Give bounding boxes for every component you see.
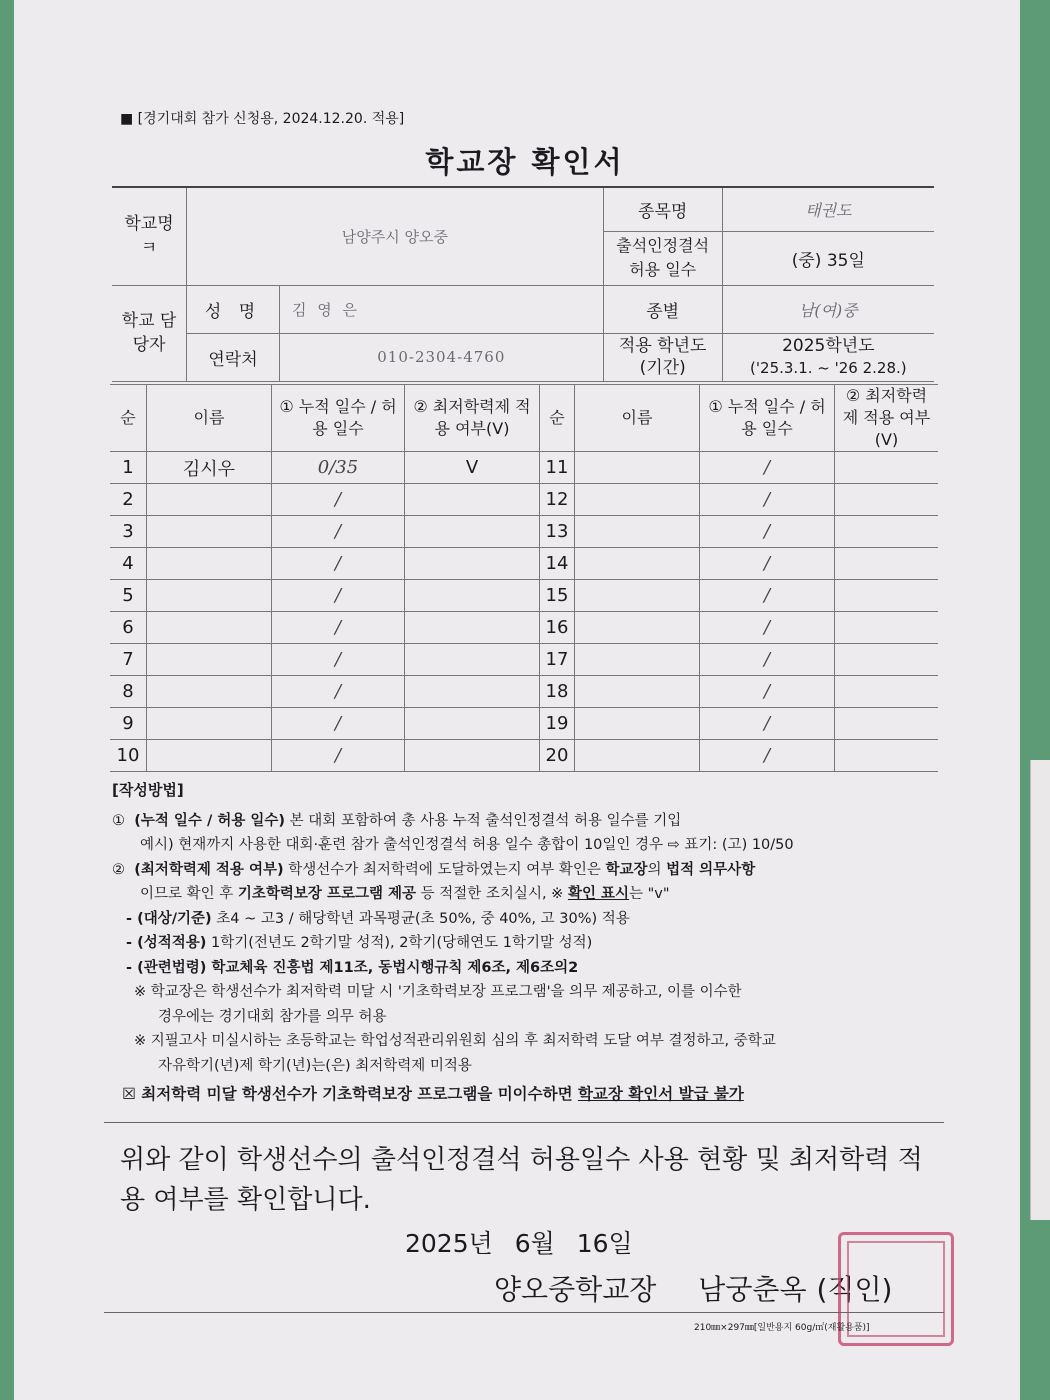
note-1-example: 예시) 현재까지 사용한 대회·훈련 참가 출석인정결석 허용 일수 총합이 10일인 경우 ⇨ 표기: (고) 10/50 bbox=[140, 837, 794, 853]
table-row bbox=[110, 644, 938, 676]
paper-spec: 210㎜×297㎜[일반용지 60g/㎡(재활용품)] bbox=[694, 1323, 870, 1333]
row-name-2 bbox=[575, 740, 700, 772]
row-check bbox=[405, 612, 540, 644]
row-days: / bbox=[272, 708, 405, 740]
divider-bottom bbox=[104, 1312, 944, 1313]
row-check-2 bbox=[835, 452, 939, 484]
detail-law-text: 학교체육 진흥법 제11조, 동법시행규칙 제6조, 제6조의2 bbox=[206, 959, 579, 976]
row-check-2 bbox=[835, 740, 939, 772]
table-row bbox=[110, 548, 938, 580]
row-no: 9 bbox=[110, 708, 147, 740]
row-no: 8 bbox=[110, 676, 147, 708]
school-mark: ㅋ bbox=[140, 238, 158, 259]
row-no: 10 bbox=[110, 740, 147, 772]
note-1-text: 본 대회 포함하여 총 사용 누적 출석인정결석 허용 일수를 기입 bbox=[285, 812, 682, 829]
table-row bbox=[110, 580, 938, 612]
row-days-2: / bbox=[700, 740, 835, 772]
row-check bbox=[405, 516, 540, 548]
principal-title: 양오중학교장 bbox=[494, 1273, 657, 1306]
remark-2-line-2: 자유학기(년)제 학기(년)는(은) 최저학력제 미적용 bbox=[158, 1057, 472, 1074]
row-check bbox=[405, 740, 540, 772]
date-day: 16일 bbox=[576, 1229, 633, 1258]
row-name bbox=[147, 612, 272, 644]
row-check-2 bbox=[835, 516, 939, 548]
detail-grades-text: 1학기(전년도 2학기말 성적), 2학기(당해연도 1학기말 성적) bbox=[206, 935, 593, 951]
days-label: 출석인정결석 허용 일수 bbox=[603, 231, 722, 285]
row-check-2 bbox=[835, 580, 939, 612]
note-2 bbox=[112, 858, 942, 883]
detail-target-text: 초4 ~ 고3 / 해당학년 과목평균(초 50%, 중 40%, 고 30%) 적용 bbox=[211, 910, 630, 927]
row-no-2: 12 bbox=[540, 484, 575, 516]
note-2-l2a: 이므로 확인 후 bbox=[140, 886, 238, 902]
row-no: 4 bbox=[110, 548, 147, 580]
warning-line bbox=[112, 1082, 942, 1107]
row-days-2: / bbox=[700, 516, 835, 548]
row-name: 김시우 bbox=[147, 452, 272, 484]
year-value: 2025학년도 bbox=[782, 336, 875, 356]
note-2-bold: (최저학력제 적용 여부) bbox=[134, 861, 284, 878]
warning-mark: ☒ bbox=[122, 1085, 136, 1103]
event-label: 종목명 bbox=[603, 187, 722, 231]
detail-grades bbox=[112, 931, 942, 956]
col-academic: ② 최저학력제 적용 여부(V) bbox=[405, 385, 540, 452]
row-days: / bbox=[272, 548, 405, 580]
table-row bbox=[110, 708, 938, 740]
instructions-heading: [작성방법] bbox=[112, 781, 184, 799]
table-row bbox=[110, 676, 938, 708]
detail-target bbox=[112, 907, 942, 932]
col-academic-2: ② 최저학력제 적용 여부(V) bbox=[835, 385, 939, 452]
row-check bbox=[405, 548, 540, 580]
row-name-2 bbox=[575, 548, 700, 580]
note-1-mark: ① bbox=[112, 812, 125, 829]
instructions bbox=[112, 778, 942, 1107]
table-row bbox=[110, 740, 938, 772]
note-2-l2e: 는 "v" bbox=[629, 886, 670, 902]
table-row bbox=[110, 484, 938, 516]
col-days-2: ① 누적 일수 / 허용 일수 bbox=[700, 385, 835, 452]
row-name-2 bbox=[575, 644, 700, 676]
row-days: 0/35 bbox=[272, 452, 405, 484]
confirm-text: 위와 같이 학생선수의 출석인정결석 허용일수 사용 현황 및 최저학력 적용 여부를 확인합니다. bbox=[120, 1145, 923, 1215]
note-1-bold: (누적 일수 / 허용 일수) bbox=[134, 812, 286, 829]
row-days: / bbox=[272, 740, 405, 772]
row-check bbox=[405, 644, 540, 676]
days-value: (중) 35일 bbox=[722, 231, 934, 285]
student-table bbox=[110, 384, 938, 772]
year-label: 적용 학년도 (기간) bbox=[603, 333, 722, 381]
table-row bbox=[110, 516, 938, 548]
row-name bbox=[147, 676, 272, 708]
row-days-2: / bbox=[700, 452, 835, 484]
col-no-2: 순 bbox=[540, 385, 575, 452]
col-name-2: 이름 bbox=[575, 385, 700, 452]
seal-label: (직인) bbox=[816, 1273, 893, 1306]
divider-top bbox=[104, 1122, 944, 1123]
note-2-mark: ② bbox=[112, 861, 125, 878]
row-no-2: 11 bbox=[540, 452, 575, 484]
warning-text: 최저학력 미달 학생선수가 기초학력보장 프로그램을 미이수하면 bbox=[135, 1085, 578, 1103]
note-2-line-2 bbox=[112, 882, 942, 907]
col-name: 이름 bbox=[147, 385, 272, 452]
manager-label: 학교 담당자 bbox=[112, 285, 187, 381]
signature-line bbox=[494, 1268, 892, 1308]
gender-value: 남(여)중 bbox=[722, 285, 934, 333]
row-check-2 bbox=[835, 676, 939, 708]
note-2-l2d: 확인 표시 bbox=[567, 886, 630, 902]
row-check bbox=[405, 484, 540, 516]
row-name bbox=[147, 484, 272, 516]
row-days: / bbox=[272, 676, 405, 708]
row-name bbox=[147, 516, 272, 548]
row-name bbox=[147, 740, 272, 772]
row-check bbox=[405, 708, 540, 740]
table-row bbox=[110, 452, 938, 484]
contact-value: 010-2304-4760 bbox=[280, 333, 604, 381]
detail-grades-bold: - (성적적용) bbox=[126, 935, 207, 951]
row-days-2: / bbox=[700, 612, 835, 644]
row-no: 2 bbox=[110, 484, 147, 516]
date-month: 6월 bbox=[514, 1229, 555, 1258]
row-days-2: / bbox=[700, 484, 835, 516]
note-2-bold-2: 학교장 bbox=[605, 861, 648, 878]
row-days: / bbox=[272, 644, 405, 676]
row-days-2: / bbox=[700, 580, 835, 612]
row-no-2: 17 bbox=[540, 644, 575, 676]
table-row bbox=[110, 612, 938, 644]
note-2-text: 학생선수가 최저학력에 도달하였는지 여부 확인은 bbox=[283, 861, 606, 878]
row-check bbox=[405, 676, 540, 708]
note-2-l2b: 기초학력보장 프로그램 제공 bbox=[237, 886, 417, 902]
row-check-2 bbox=[835, 708, 939, 740]
row-no: 3 bbox=[110, 516, 147, 548]
contact-label: 연락처 bbox=[187, 333, 280, 381]
remark-1: ※ 학교장은 학생선수가 최저학력 미달 시 '기초학력보장 프로그램'을 의무 제공하고, 이를 이수한 bbox=[134, 984, 742, 1000]
row-name bbox=[147, 644, 272, 676]
row-name-2 bbox=[575, 580, 700, 612]
row-days: / bbox=[272, 580, 405, 612]
date-year: 2025년 bbox=[405, 1229, 493, 1258]
school-label-cell bbox=[112, 187, 187, 285]
row-days-2: / bbox=[700, 548, 835, 580]
warning-underlined: 학교장 확인서 발급 불가 bbox=[577, 1085, 744, 1103]
row-check-2 bbox=[835, 484, 939, 516]
row-name bbox=[147, 548, 272, 580]
row-name-2 bbox=[575, 708, 700, 740]
row-check bbox=[405, 580, 540, 612]
row-no: 6 bbox=[110, 612, 147, 644]
row-check: V bbox=[405, 452, 540, 484]
row-name bbox=[147, 580, 272, 612]
note-1 bbox=[112, 809, 942, 834]
remark-1-line-2: 경우에는 경기대회 참가를 의무 허용 bbox=[158, 1008, 387, 1025]
row-check-2 bbox=[835, 548, 939, 580]
note-2-l2c: 등 적절한 조치실시, ※ bbox=[416, 886, 568, 902]
row-no-2: 19 bbox=[540, 708, 575, 740]
row-no-2: 20 bbox=[540, 740, 575, 772]
row-check-2 bbox=[835, 612, 939, 644]
background-paper bbox=[1030, 760, 1050, 1220]
name-label: 성 명 bbox=[187, 285, 280, 333]
row-days-2: / bbox=[700, 676, 835, 708]
row-name-2 bbox=[575, 452, 700, 484]
col-days: ① 누적 일수 / 허용 일수 bbox=[272, 385, 405, 452]
event-value: 태권도 bbox=[722, 187, 934, 231]
row-no-2: 13 bbox=[540, 516, 575, 548]
row-name bbox=[147, 708, 272, 740]
row-name-2 bbox=[575, 484, 700, 516]
year-cell bbox=[722, 333, 934, 381]
row-no-2: 16 bbox=[540, 612, 575, 644]
row-days: / bbox=[272, 516, 405, 548]
page-title: 학교장 확인서 bbox=[425, 145, 625, 179]
remark-2: ※ 지필고사 미실시하는 초등학교는 학업성적관리위원회 심의 후 최저학력 도달 여부 결정하고, 중학교 bbox=[134, 1033, 776, 1049]
row-name-2 bbox=[575, 612, 700, 644]
gender-label: 종별 bbox=[603, 285, 722, 333]
row-no-2: 14 bbox=[540, 548, 575, 580]
row-no-2: 15 bbox=[540, 580, 575, 612]
row-name-2 bbox=[575, 516, 700, 548]
detail-law-bold: - (관련법령) bbox=[126, 959, 207, 976]
name-value: 김 영 은 bbox=[280, 285, 604, 333]
row-days: / bbox=[272, 484, 405, 516]
issue-date bbox=[405, 1224, 633, 1260]
row-days-2: / bbox=[700, 644, 835, 676]
row-no: 5 bbox=[110, 580, 147, 612]
row-no: 7 bbox=[110, 644, 147, 676]
row-days: / bbox=[272, 612, 405, 644]
school-value: 남양주시 양오중 bbox=[187, 187, 604, 285]
period-value: ('25.3.1. ~ '26 2.28.) bbox=[750, 359, 907, 377]
detail-target-bold: - (대상/기준) bbox=[126, 910, 212, 927]
col-no: 순 bbox=[110, 385, 147, 452]
detail-law bbox=[112, 956, 942, 981]
row-check-2 bbox=[835, 644, 939, 676]
info-table bbox=[112, 186, 934, 382]
row-no-2: 18 bbox=[540, 676, 575, 708]
student-table-header bbox=[110, 385, 938, 452]
header-note: ■ [경기대회 참가 신청용, 2024.12.20. 적용] bbox=[120, 111, 405, 127]
note-2-bold-3: 법적 의무사항 bbox=[666, 861, 756, 878]
note-2-text-2: 의 bbox=[647, 861, 667, 878]
principal-name: 남궁춘옥 bbox=[698, 1273, 807, 1306]
row-no: 1 bbox=[110, 452, 147, 484]
school-label: 학교명 bbox=[124, 214, 174, 235]
row-days-2: / bbox=[700, 708, 835, 740]
row-name-2 bbox=[575, 676, 700, 708]
